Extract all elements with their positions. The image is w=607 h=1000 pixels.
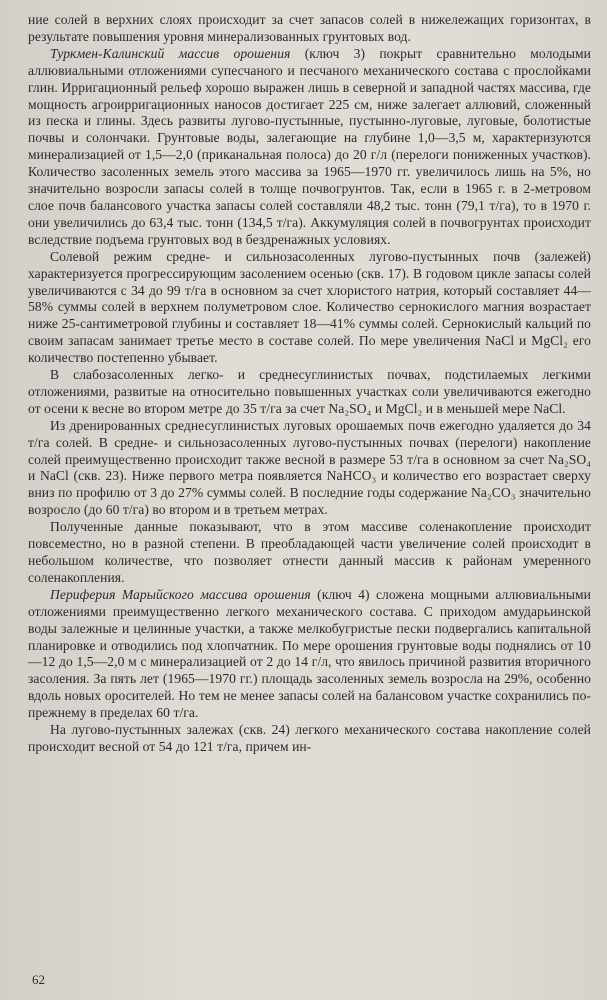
paragraph-continuation: [28, 12, 591, 46]
paragraph-text: (ключ 3) покрыт сравнительно молодыми аллювиальными отложениями супесчаного и песчаного механического состава с прослойками глин. Ирригационный рельеф хорошо выражен лишь в северной и западной частях массива, где мощность агроирригационных наносов достигает 225 см, ниже залегает аллювий, сложенный из песка и глины. Здесь развиты лугово-пустынные, пустынно-луговые, луговые, болотистые почвы и солончаки. Грунтовые воды, залегающие на глубине 1,0—3,5 м, характеризуются минерализацией от 1,5—2,0 (приканальная полоса) до 20 г/л (перелоги пониженных участков). Количество засоленных земель этого массива за 1965—1970 гг. увеличилось лишь на 5%, но значительно возросли запасы солей в толще почвогрунтов. Так, если в 1965 г. в 2-метровом слое почв балансового участка запасы солей составляли 48,2 тыс. тонн (79,1 т/га), то в 1970 г. они увеличились до 63,4 тыс. тонн (134,5 т/га). Аккумуляция солей в почвогрунтах происходит вследствие подъема грунтовых вод в бездренажных условиях.: [28, 45, 591, 247]
paragraph-turkmen-kalinsky: [28, 46, 591, 249]
paragraph-text: ние солей в верхних слоях происходит за счет запасов солей в нижележащих горизонтах, в результате повышения уровня минерализованных грунтовых вод.: [28, 12, 591, 44]
paragraph-text: Из дренированных среднесуглинистых луговых орошаемых почв ежегодно удаляется до 34 т/га солей. В средне- и сильнозасоленных лугово-пустынных почвах (перелоги) накопление солей преимущественно происходит также весной в размере 53 т/га в основном за счет Na₂SO₄ и NaCl (скв. 23). Ниже первого метра появляется NaHCO₃ и количество его возрастает сверху вниз по профилю от 3 до 27% суммы солей. В последние годы содержание Na₂CO₃ значительно возросло (до 60 т/га) во втором и в третьем метрах.: [28, 417, 591, 518]
section-lead-italic: Периферия Марыйского массива орошения: [50, 586, 311, 602]
paragraph-text: (ключ 4) сложена мощными аллювиальными отложениями преимущественно легкого механического состава. С приходом амударьинской воды залежные и целинные участки, а также мелкобугристые пески подвергались капитальной планировке и отводились под хлопчатник. По мере орошения грунтовые воды поднялись от 10—12 до 1,5—2,0 м с минерализацией от 2 до 14 г/л, что явилось причиной развития вторичного засоления. За пять лет (1965—1970 гг.) площадь засоленных земель возросла на 29%, особенно вдоль новых оросителей. Но тем не менее запасы солей на балансовом участке сохранились по-прежнему в пределах 60 т/га.: [28, 586, 591, 721]
paragraph-text: На лугово-пустынных залежах (скв. 24) легкого механического состава накопление солей происходит весной от 54 до 121 т/га, причем ин-: [28, 722, 591, 754]
section-lead-italic: Туркмен-Калинский массив орошения: [50, 45, 291, 61]
paragraph-mary-periphery: [28, 587, 591, 722]
paragraph-drained-soils: [28, 418, 591, 519]
paragraph-weakly-saline: [28, 367, 591, 418]
page-number: 62: [32, 972, 45, 987]
paragraph-conclusion: [28, 519, 591, 587]
paragraph-text: Солевой режим средне- и сильнозасоленных лугово-пустынных почв (залежей) характеризуется прогрессирующим засолением осенью (скв. 17). В годовом цикле запасы солей увеличиваются с 34 до 99 т/га в основном за счет хлористого натрия, который составляет 44—58% суммы солей в верхнем полуметровом слое. Количество сернокислого магния возрастает ниже 25-сантиметровой глубины и составляет 18—41% суммы солей. Сернокислый кальций по своим запасам занимает третье место в составе солей. По мере увеличения NaCl и MgCl₂ его количество постепенно убывает.: [28, 248, 591, 366]
paragraph-salt-regime: [28, 249, 591, 367]
paragraph-text: В слабозасоленных легко- и среднесуглинистых почвах, подстилаемых легкими отложениями, развитые на относительно повышенных участках соли увеличиваются ежегодно от осени к весне во втором метре до 35 т/га за счет Na₂SO₄ и MgCl₂ и в меньшей мере NaCl.: [28, 367, 591, 416]
paragraph-last: [28, 722, 591, 756]
paragraph-text: Полученные данные показывают, что в этом массиве соленакопление происходит повсеместно, но в разной степени. В преобладающей части увеличение солей происходит в небольшом количестве, что позволяет отнести данный массив к районам умеренного соленакопления.: [28, 519, 591, 585]
